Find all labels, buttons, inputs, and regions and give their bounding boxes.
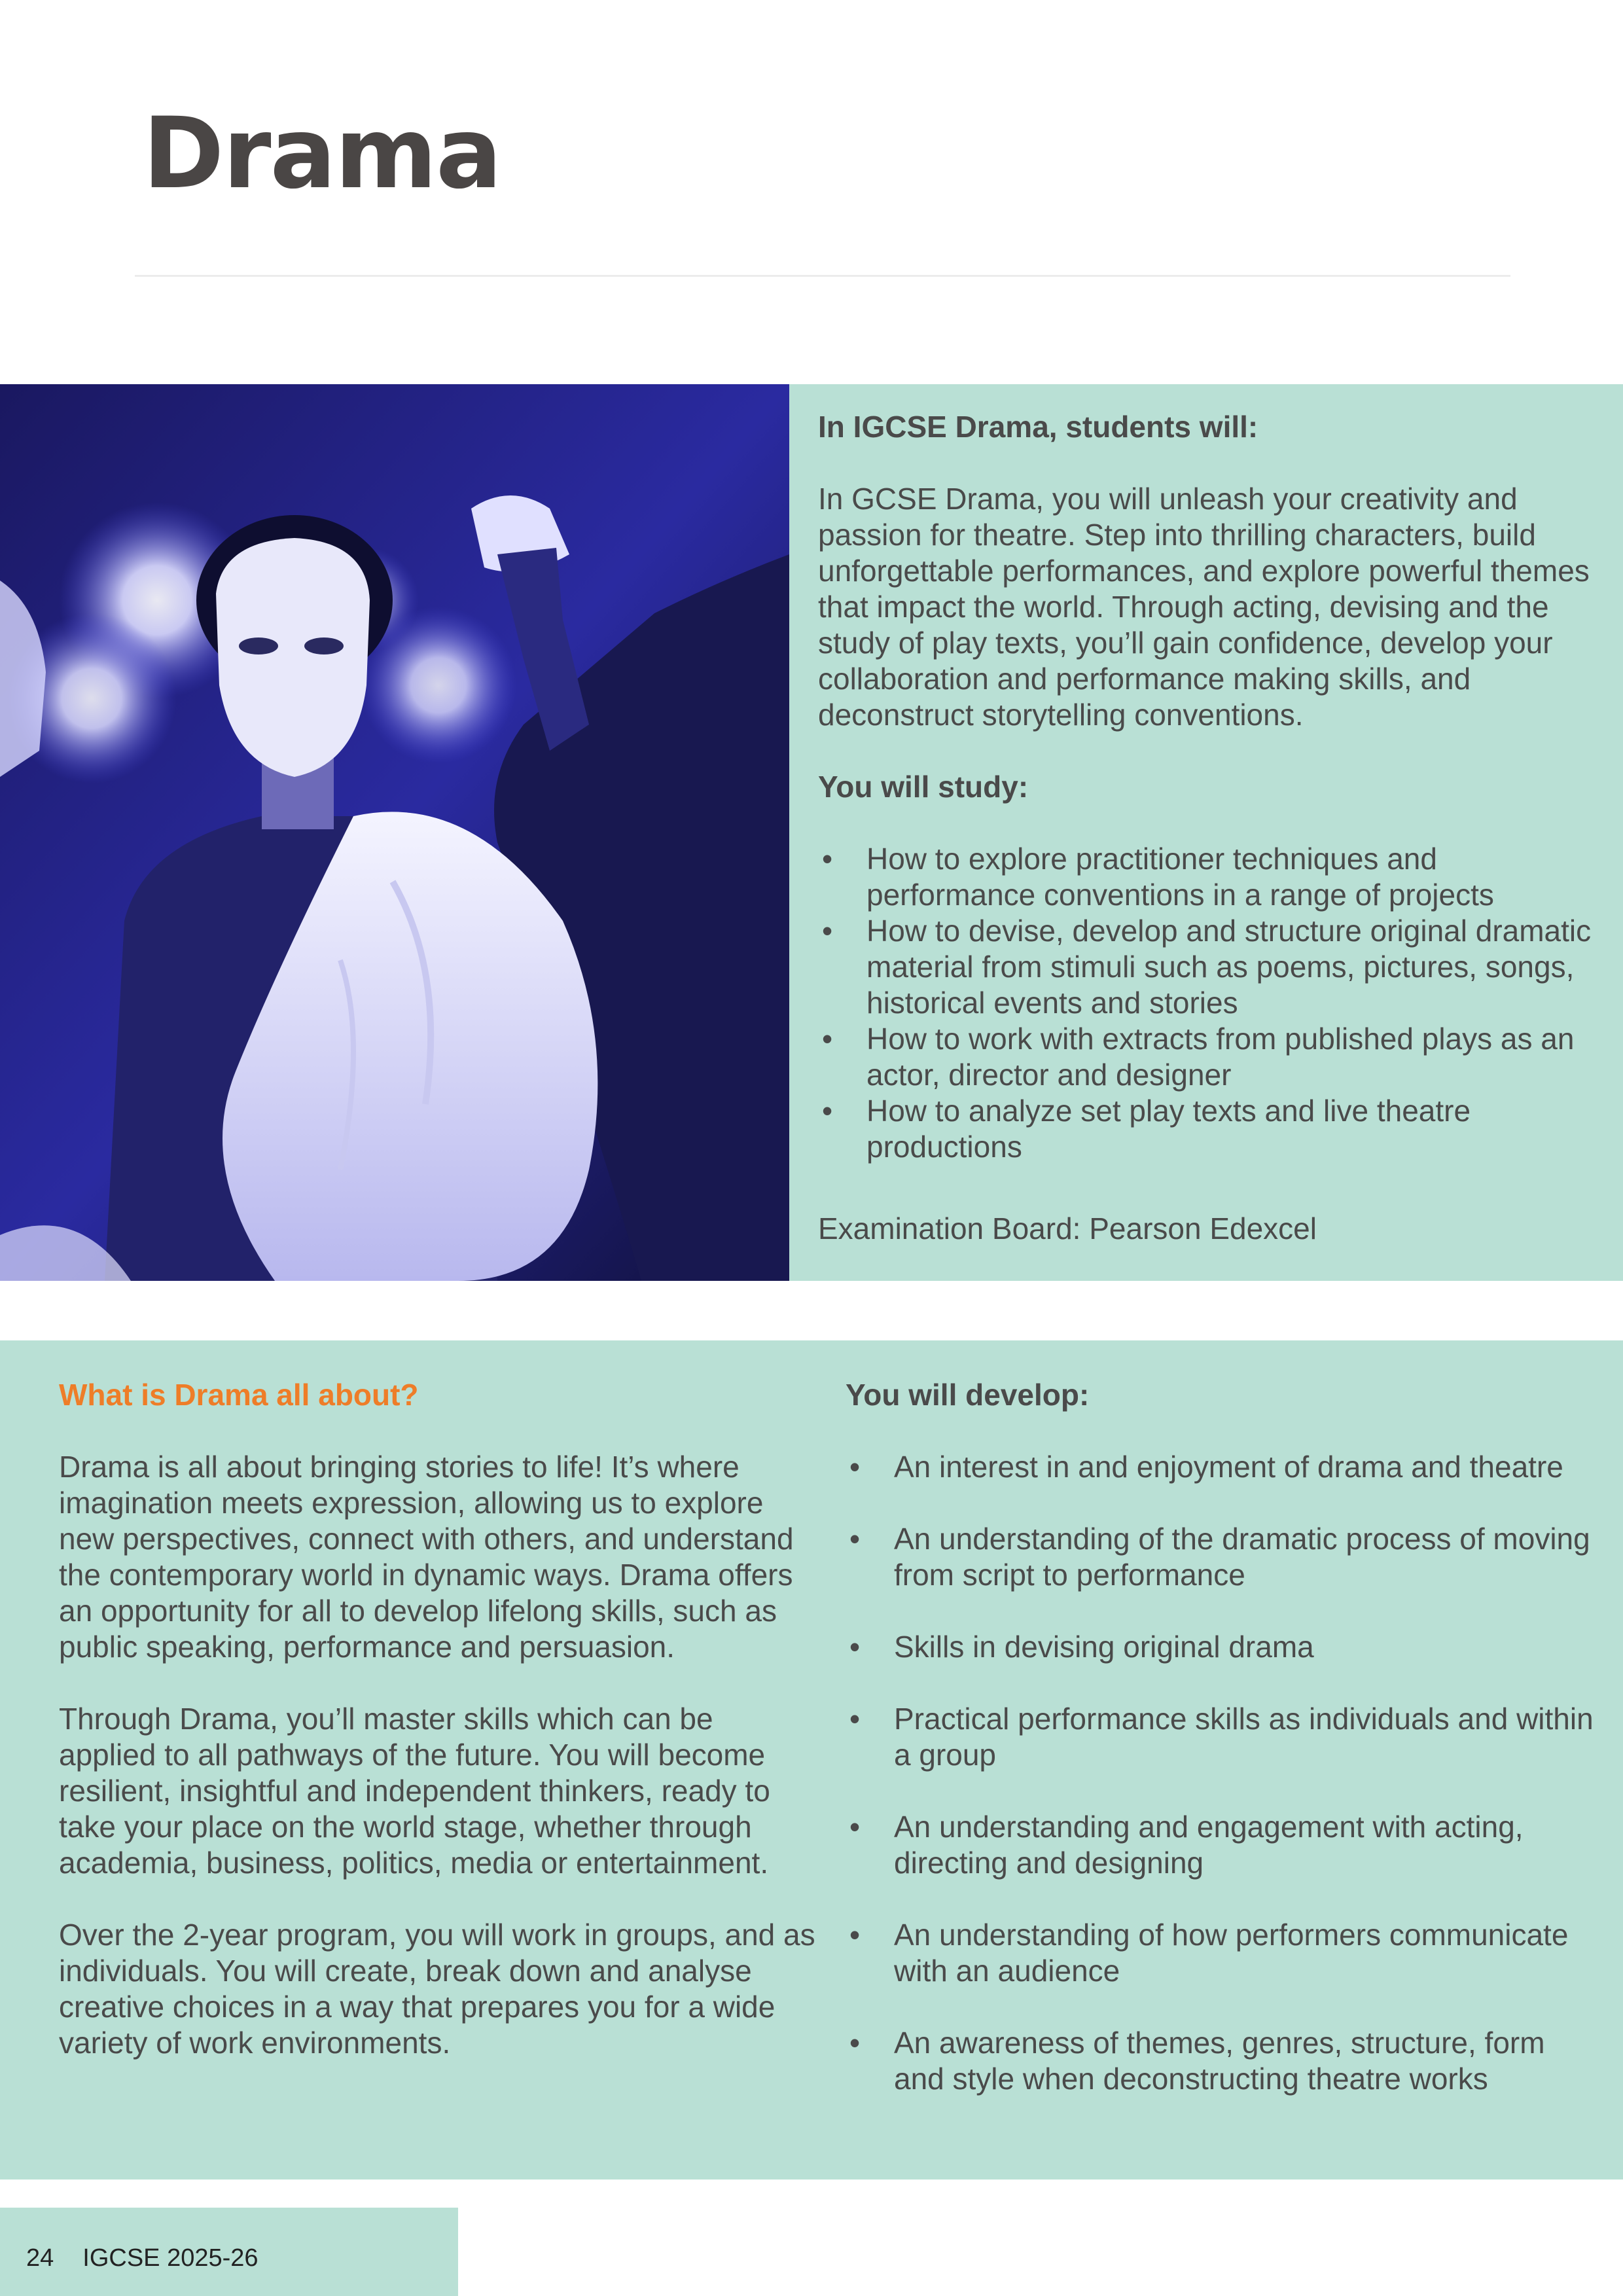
study-list [818,841,1603,1165]
footer [26,2244,259,2272]
list-item: • An awareness of themes, genres, structure, form and style when deconstructing theatre works [846,2025,1598,2097]
list-item: • How to explore practitioner techniques and performance conventions in a range of projects [818,841,1603,913]
intro-paragraph: In GCSE Drama, you will unleash your creativity and passion for theatre. Step into thrilling characters, build unforgettable performances, and explore powerful themes that impact the world. Through acting, devising and the study of play texts, you’ll gain confidence, develop your collaboration and performance making skills, and deconstruct storytelling conventions. [818,482,1590,732]
list-item: • Skills in devising original drama [846,1629,1598,1665]
drama-photo [0,384,789,1281]
list-item: • Practical performance skills as individuals and within a group [846,1701,1598,1773]
list-item: • How to analyze set play texts and live theatre productions [818,1093,1603,1165]
you-will-develop-heading: You will develop: [846,1378,1090,1412]
title-divider [135,275,1510,277]
about-heading: What is Drama all about? [59,1378,419,1412]
list-item: • How to work with extracts from published plays as an actor, director and designer [818,1021,1603,1093]
page-number: 24 [26,2244,54,2272]
about-paragraph: Drama is all about bringing stories to life! It’s where imagination meets expression, allowing us to explore new perspectives, connect with others, and understand the contemporary world in dynamic ways. Drama offers an opportunity for all to develop lifelong skills, such as public speaking, performance and persuasion. [59,1450,794,1664]
intro-column [818,409,1603,1247]
list-item: • How to devise, develop and structure original dramatic material from stimuli such as poems, pictures, songs, historical events and stories [818,913,1603,1021]
list-item: • An understanding and engagement with acting, directing and designing [846,1809,1598,1881]
about-column [59,1377,818,2061]
list-item: • An understanding of how performers communicate with an audience [846,1917,1598,1989]
footer-label: IGCSE 2025-26 [82,2244,259,2272]
page-title: Drama [143,97,501,211]
develop-column [846,1377,1598,2143]
about-paragraph: Over the 2-year program, you will work in groups, and as individuals. You will create, break down and analyse creative choices in a way that prepares you for a wide variety of work environments. [59,1918,815,2060]
list-item: • An interest in and enjoyment of drama and theatre [846,1449,1598,1485]
stage-performer-image [0,384,789,1281]
list-item: • An understanding of the dramatic process of moving from script to performance [846,1521,1598,1593]
develop-list [846,1449,1598,2097]
you-will-study-heading: You will study: [818,770,1029,804]
examination-board: Examination Board: Pearson Edexcel [818,1211,1317,1246]
about-paragraph: Through Drama, you’ll master skills which can be applied to all pathways of the future. You will become resilient, insightful and independent thinkers, ready to take your place on the world stage, whether through academia, business, politics, media or entertainment. [59,1702,770,1880]
students-will-heading: In IGCSE Drama, students will: [818,410,1258,444]
